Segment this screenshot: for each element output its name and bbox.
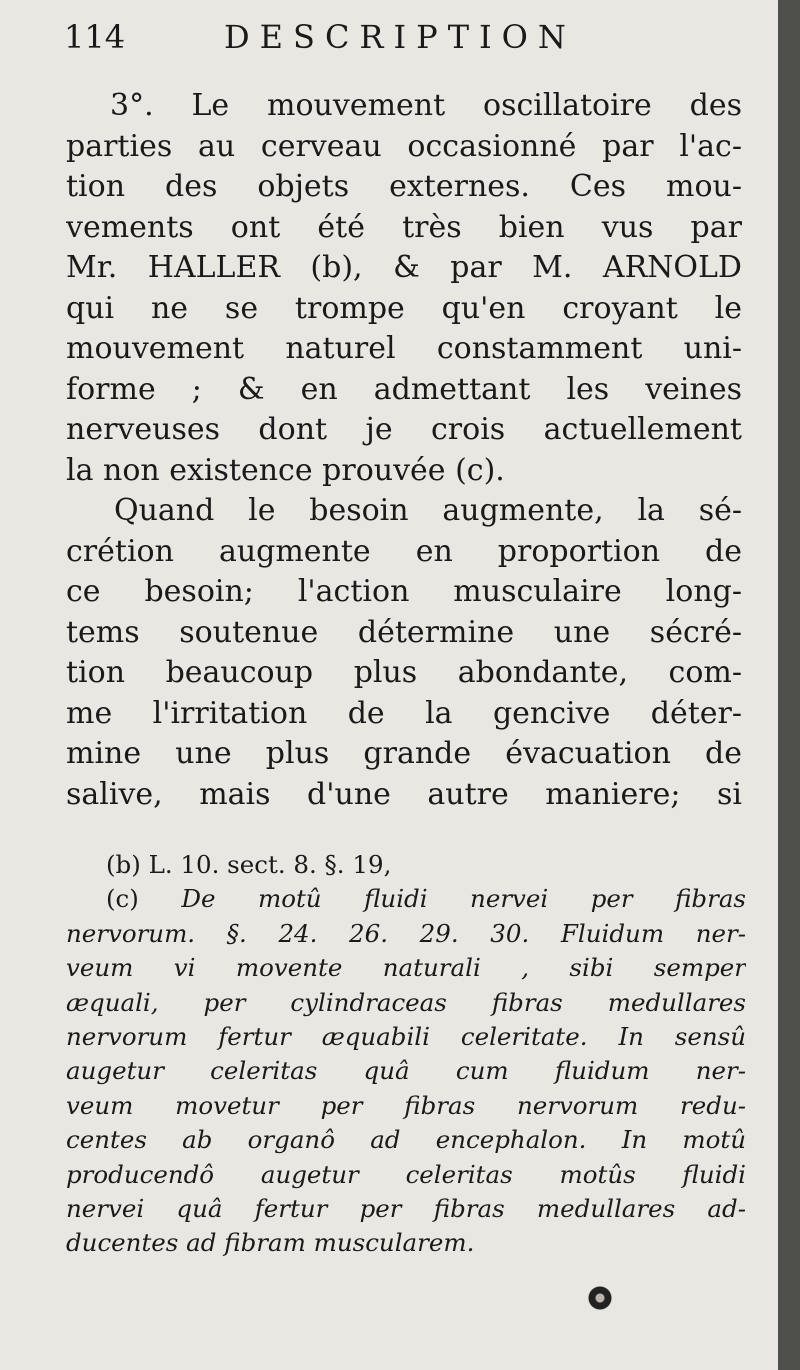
footnotes [66, 848, 746, 1261]
text-line: vements ont été très bien vus par [66, 209, 742, 245]
text-line: mine une plus grande évacuation de [66, 736, 742, 771]
text-line: tion beaucoup plus abondante, com- [66, 655, 742, 690]
text-line: tems soutenue détermine une sécré- [66, 614, 742, 650]
footnote-line: nervorum fertur æquabili celeritate. In sensû [66, 1022, 746, 1052]
text-line: parties au cerveau occasionné par l'ac- [66, 128, 742, 164]
text-line: tion des objets externes. Ces mou- [66, 169, 742, 204]
text-line: me l'irritation de la gencive déter- [66, 695, 742, 731]
text-line: 3°. Le mouvement oscillatoire des [110, 88, 742, 123]
footnote-c-text: De motû fluidi nervei per fibras [181, 884, 746, 914]
main-text [66, 86, 742, 815]
text-line: Quand le besoin augmente, la sé- [114, 493, 742, 528]
footnote-line: nervei quâ fertur per fibras medullares ad- [66, 1194, 746, 1224]
text-line: salive, mais d'une autre maniere; si [66, 776, 742, 812]
ink-spot [588, 1286, 612, 1310]
text-line: Mr. HALLER (b), & par M. ARNOLD [66, 250, 742, 285]
text-line: forme ; & en admettant les veines [66, 371, 742, 407]
footnote-line: augetur celeritas quâ cum fluidum ner- [66, 1056, 746, 1086]
footnote-line: ducentes ad fibram muscularem. [66, 1228, 475, 1258]
footnote-line: veum movetur per fibras nervorum redu- [66, 1090, 746, 1120]
text-line: crétion augmente en proportion de [66, 533, 742, 569]
running-head [64, 14, 744, 60]
page-edge-shadow [778, 0, 800, 1370]
text-line: la non existence prouvée (c). [66, 452, 505, 488]
running-title: DESCRIPTION [224, 18, 576, 56]
text-line: ce besoin; l'action musculaire long- [66, 574, 742, 609]
footnote-line: veum vi movente naturali , sibi semper [66, 953, 746, 983]
text-line: mouvement naturel constamment uni- [66, 331, 742, 366]
footnote-line: producendô augetur celeritas motûs fluidi [66, 1159, 746, 1189]
footnote-c-first-line [66, 882, 746, 916]
footnote-b: (b) L. 10. sect. 8. §. 19, [106, 850, 392, 879]
text-line: qui ne se trompe qu'en croyant le [66, 290, 742, 326]
footnote-line: nervorum. §. 24. 26. 29. 30. Fluidum ner- [66, 918, 746, 948]
footnote-line: æquali, per cylindraceas fibras medullares [66, 987, 746, 1017]
text-line: nerveuses dont je crois actuellement [66, 412, 742, 447]
footnote-c-marker: (c) [106, 884, 139, 914]
page-number: 114 [64, 18, 126, 56]
footnote-line: centes ab organô ad encephalon. In motû [66, 1125, 746, 1155]
